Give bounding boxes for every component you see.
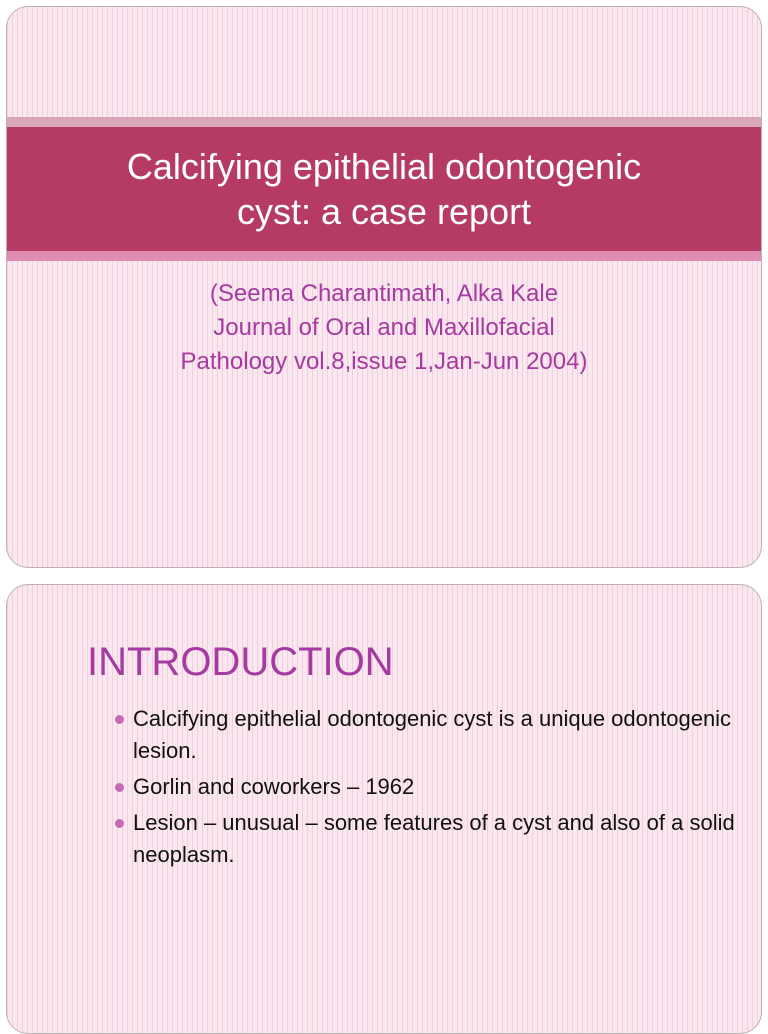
bullet-text: Gorlin and coworkers – 1962 (133, 774, 415, 799)
citation-line-issue: Pathology vol.8,issue 1,Jan-Jun 2004) (180, 348, 588, 375)
title-band-bottom-stripe (7, 251, 761, 261)
slide-title: Calcifying epithelial odontogenic cyst: a case report (126, 146, 642, 232)
bullet-text: Calcifying epithelial odontogenic cyst is a unique odontogenic lesion. (133, 706, 732, 763)
title-band (7, 127, 761, 251)
citation-subtitle (7, 277, 761, 379)
introduction-slide (6, 584, 762, 1034)
bullet-dot-icon (115, 715, 124, 724)
title-slide (6, 6, 762, 568)
list-item (113, 771, 743, 803)
list-item (113, 807, 743, 871)
bullet-dot-icon (115, 783, 124, 792)
bullet-list (113, 703, 743, 875)
citation-line-journal: Journal of Oral and Maxillofacial (213, 314, 555, 341)
list-item (113, 703, 743, 767)
citation-line-authors: (Seema Charantimath, Alka Kale (209, 280, 559, 307)
bullet-dot-icon (115, 819, 124, 828)
title-band-top-stripe (7, 117, 761, 127)
section-heading: INTRODUCTION (87, 640, 394, 684)
bullet-text: Lesion – unusual – some features of a cyst and also of a solid neoplasm. (133, 810, 735, 867)
